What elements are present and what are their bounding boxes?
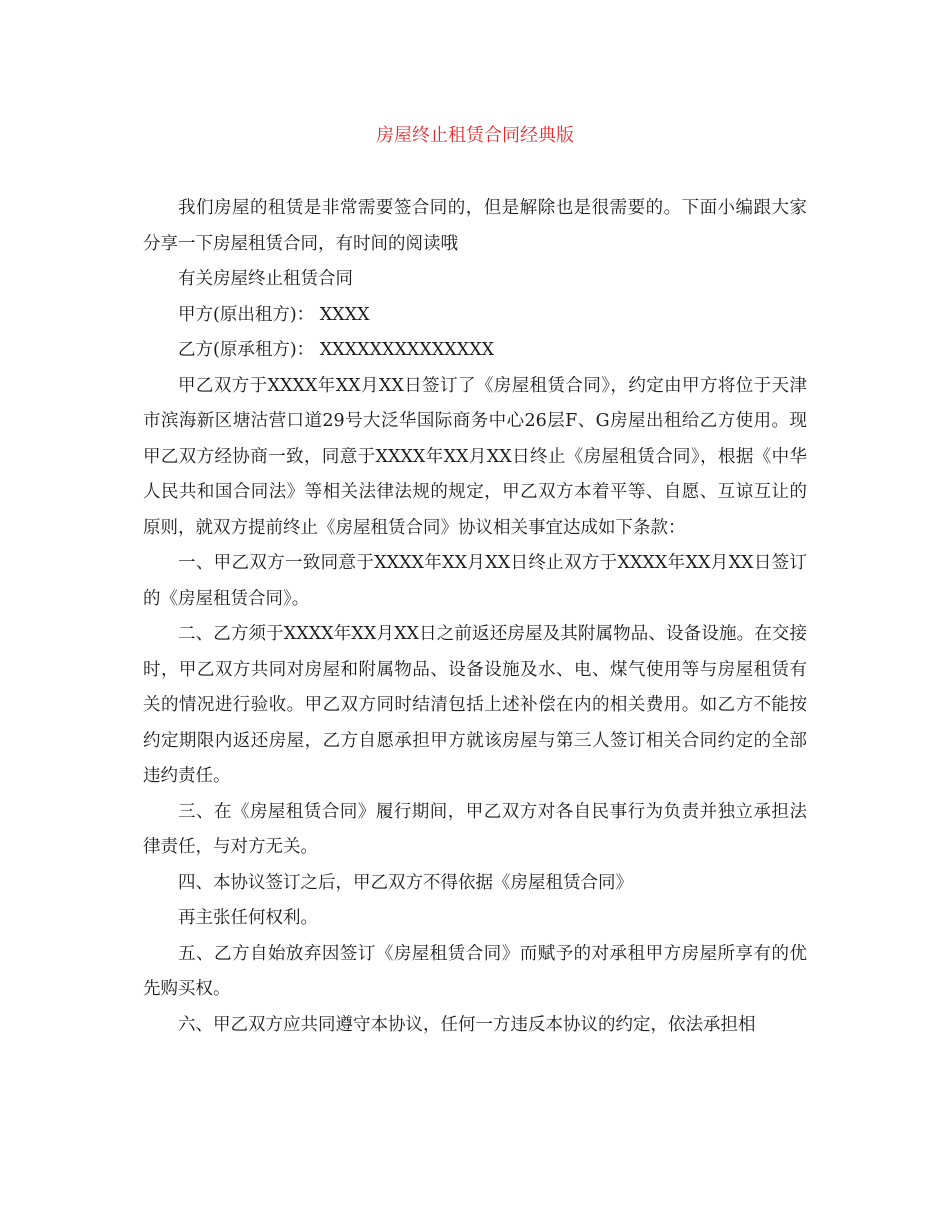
document-title: 房屋终止租赁合同经典版 (376, 125, 574, 146)
clause-2: 二、乙方须于XXXX年XX月XX日之前返还房屋及其附属物品、设备设施。在交接时，甲乙双方共同对房屋和附属物品、设备设施及水、电、煤气使用等与房屋租赁有关的情况进行验收。甲乙双方同时结清包括上述补偿在内的相关费用。如乙方不能按约定期限内返还房屋，乙方自愿承担甲方就该房屋与第三人签订相关合同约定的全部违约责任。 (143, 624, 807, 786)
preamble-paragraph: 甲乙双方于XXXX年XX月XX日签订了《房屋租赁合同》，约定由甲方将位于天津市滨海新区塘沽营口道29号大泛华国际商务中心26层F、G房屋出租给乙方使用。现甲乙双方经协商一致，同意于XXXX年XX月XX日终止《房屋租赁合同》，根据《中华人民共和国合同法》等相关法律法规的规定，甲乙双方本着平等、自愿、互谅互让的原则，就双方提前终止《房屋租赁合同》协议相关事宜达成如下条款： (143, 375, 807, 538)
document-body (143, 191, 807, 1043)
party-a-line: 甲方(原出租方)： XXXX (178, 304, 370, 325)
clause-6: 六、甲乙双方应共同遵守本协议，任何一方违反本协议的约定，依法承担相 (178, 1014, 756, 1035)
clause-3: 三、在《房屋租赁合同》履行期间，甲乙双方对各自民事行为负责并独立承担法律责任，与对方无关。 (143, 801, 807, 857)
clause-5: 五、乙方自始放弃因签订《房屋租赁合同》而赋予的对承租甲方房屋所享有的优先购买权。 (143, 943, 807, 999)
clause-4: 四、本协议签订之后，甲乙双方不得依据《房屋租赁合同》 (178, 872, 633, 893)
contract-heading: 有关房屋终止租赁合同 (178, 269, 353, 289)
clause-4-continuation: 再主张任何权利。 (178, 908, 318, 928)
intro-paragraph: 我们房屋的租赁是非常需要签合同的，但是解除也是很需要的。下面小编跟大家分享一下房屋租赁合同，有时间的阅读哦 (143, 198, 807, 254)
clause-1: 一、甲乙双方一致同意于XXXX年XX月XX日终止双方于XXXX年XX月XX日签订的《房屋租赁合同》。 (143, 553, 807, 609)
party-b-line: 乙方(原承租方)： XXXXXXXXXXXXXX (178, 340, 495, 360)
